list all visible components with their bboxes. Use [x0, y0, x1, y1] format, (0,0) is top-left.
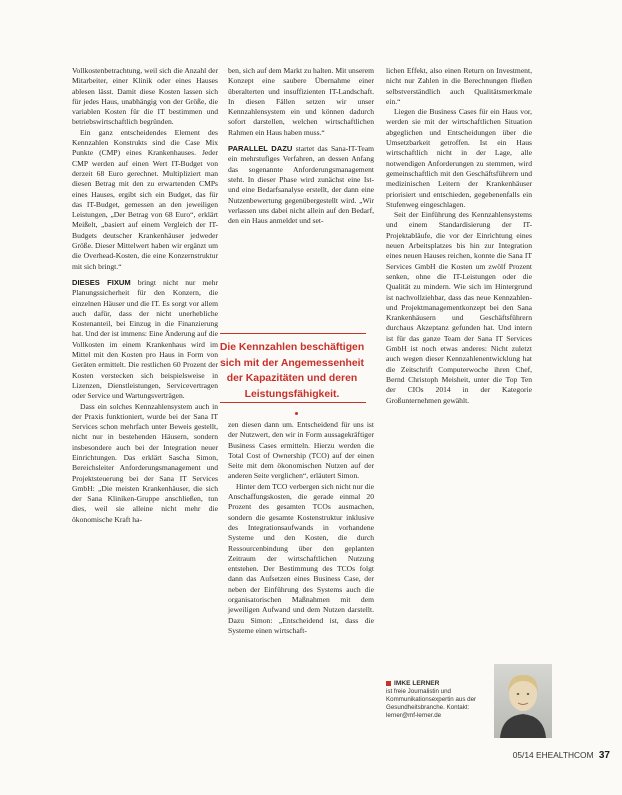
paragraph: Hinter dem TCO verbergen sich nicht nur die Anschaffungskosten, die gerade einmal 20 Prozent des gesamten TCOs ausmachen, sondern die gesamte Kostenstruktur inklusive des Integrationsaufwands in vorhandene Systeme und den Kosten, die durch Ressourcenbindung über den geplanten Zeitraum der wirtschaftlichen Nutzung entstehen. Der Bestimmung des TCOs folgt dann das Aufsetzen eines Business Case, der neben der Einführung des Systems auch die organisatorischen Maßnahmen mit dem jeweiligen Aufwand und dem Nutzen darstellt. Dazu Simon: „Entscheidend ist, dass die Systeme einen wirtschaft-	[228, 481, 374, 635]
paragraph: Seit der Einführung des Kennzahlensystems und einem Standardisierung der IT-Projektabläufe, die vor der Einrichtung eines neuen Arbeitsplatzes bis hin zur Integration eines neuen Hauses reichen, konnte die Sana IT Services GmbH die Kosten um zwölf Prozent senken, ohne die IT-Leistungen oder die Qualität zu mindern. Wie sich im Hintergrund ist nachvollziehbar, dass das neue Kennzahlen- und Projektmanagementkonzept bei den Sana Krankenhäusern und Geschäftsführern durchaus Akzeptanz gefunden hat. Und intern ist für das ganze Team der Sana IT Services GmbH ist noch etwas anderes: Nicht zuletzt auch wegen dieser Kennzahlenentwicklung hat die Zeitschrift Computerwoche ihren Chef, Bernd Christoph Meisheit, unter die Top Ten der CIOs 2014 in der Kategorie Großunternehmen gewählt.	[386, 210, 532, 405]
paragraph: Liegen die Business Cases für ein Haus vor, werden sie mit der wirtschaftlichen Situation abgeglichen und Entscheidungen über die Umsetzbarkeit getroffen. Ist ein Haus wirtschaftlich nicht in der Lage, alle notwendigen Anforderungen zu stemmen, wird gemeinschaftlich mit den Geschäftsführern und medizinischen Leitern der Krankenhäuser priorisiert und entschieden, gegebenenfalls ein Stufenweg eingeschlagen.	[386, 107, 532, 209]
text-column-3	[386, 66, 532, 406]
text-column-1	[72, 66, 218, 525]
paragraph: zen diesen dann um. Entscheidend für uns ist der Nutzwert, den wir in Form aussagekräftiger Business Cases ermitteln. Hierzu werden die Total Cost of Ownership (TCO) auf der einen Seite mit dem ökonomischen Nutzen auf der anderen Seite verglichen“, erläutert Simon.	[228, 420, 374, 481]
issue-number: 05/14	[512, 750, 534, 760]
paragraph: Dass ein solches Kennzahlensystem auch in der Praxis funktioniert, wurde bei der Sana IT Services schon mehrfach unter Beweis gestellt, nicht nur in bestehenden Häusern, sondern insbesondere auch bei der Integration neuer Einrichtungen. Das erklärt Sascha Simon, Bereichsleiter Anforderungsmanagement und Projektsteuerung bei der Sana IT Services GmbH: „Die meisten Krankenhäuser, die sich der Sana Kliniken-Gruppe anschließen, tun dies, weil sie alleine nicht mehr die ökonomische Kraft ha-	[72, 401, 218, 524]
paragraph: Ein ganz entscheidendes Element des Kennzahlen Konstrukts sind die Case Mix Punkte (CMP) eines Krankenhauses. Jeder CMP werden auf einen Wert IT-Budget von derzeit 68 Euro gerechnet. Multipliziert man diesen Betrag mit den zu erwartenden CMPs eines Hauses, ergibt sich ein Budget, das für das IT-Budget, gemessen an den jeweiligen Leistungen, „Der Betrag von 68 Euro“, erklärt Meißelt, „basiert auf einem Vergleich der IT-Budgets deutscher Krankenhäuser jedweder Größe. Dieser Mittelwert haben wir ergänzt um die Overhead-Kosten, die eine Konzernstruktur mit sich bringt.“	[72, 127, 218, 271]
pull-quote: Die Kennzahlen beschäftigen sich mit der Angemessenheit der Kapazitäten und deren Leistungsfähigkeit.	[219, 342, 365, 400]
portrait-image	[494, 664, 552, 738]
pull-quote-rule	[220, 333, 366, 334]
paragraph	[72, 278, 218, 402]
paragraph: ben, sich auf dem Markt zu halten. Mit unserem Konzept eine saubere Übernahme einer überalterten und insuffizienten IT-Landschaft. In diesen Fällen setzen wir unser Kennzahlensystem ein und können dadurch sofort darstellen, welchen wirtschaftlichen Rahmen ein Haus haben muss.“	[228, 66, 374, 137]
paragraph-text: bringt nicht nur mehr Planungssicherheit für den Konzern, die einzelnen Häuser und die IT. Es sorgt vor allem auch dafür, dass der nicht unerhebliche Kostenanteil, bei Einzug in die Finanzierung hat. Und der ist immens: Eine Änderung auf die Vollkosten im einem Krankenhaus wird im Mittel mit den Kosten pro Haus in Form von Geräten ermittelt. Die restlichen 60 Prozent der Kosten verstecken sich beispielsweise in Lizenzen, Dienstleistungen, Servicevertragen oder Service und Wartungsverträgen.	[72, 277, 219, 401]
author-contact: lerner@mf-lerner.de	[386, 712, 442, 719]
pull-quote-dot	[295, 412, 298, 415]
page-footer	[470, 750, 610, 761]
pull-quote-rule	[220, 402, 366, 403]
run-in-heading: DIESES FIXUM	[72, 277, 131, 287]
author-bio: ist freie Journalistin und Kommunikationsexpertin aus der Gesundheitsbranche. Kontakt:	[386, 688, 477, 711]
text-column-2	[228, 66, 374, 226]
paragraph	[228, 144, 374, 226]
text-column-2-continued	[228, 420, 374, 636]
author-box	[386, 680, 490, 720]
paragraph: lichen Effekt, also einen Return on Investment, nicht nur Zahlen in die Berechnungen fließen selbstverständlich auch Qualitätsmerkmale ein.“	[386, 66, 532, 106]
author-name: IMKE LERNER	[394, 680, 440, 687]
magazine-name: EHEALTHCOM	[536, 750, 594, 760]
paragraph: Vollkostenbetrachtung, weil sich die Anzahl der Mitarbeiter, einer Klinik oder eines Hauses ablesen lässt. Damit diese Kosten lassen sich für jedes Haus, unabhängig von der Größe, die variablen Kosten für die IT bestimmen und betriebswirtschaftlich begründen.	[72, 66, 218, 127]
bullet-square-icon	[386, 681, 391, 686]
run-in-heading: PARALLEL DAZU	[228, 144, 293, 154]
paragraph-text: startet das Sana-IT-Team ein mehrstufiges Verfahren, an dessen Anfang das sogenannte Anforderungsmanagement steht. In dieser Phase wird zunächst eine Ist- und eine Bedarfsanalyse erstellt, der dann eine Nutzenbewertung gegenübergestellt wird. „Wir verlassen uns dabei nicht allein auf den Bedarf, den ein Haus anmeldet und set-	[228, 144, 374, 226]
author-photo	[494, 664, 552, 738]
page-number: 37	[598, 750, 610, 761]
